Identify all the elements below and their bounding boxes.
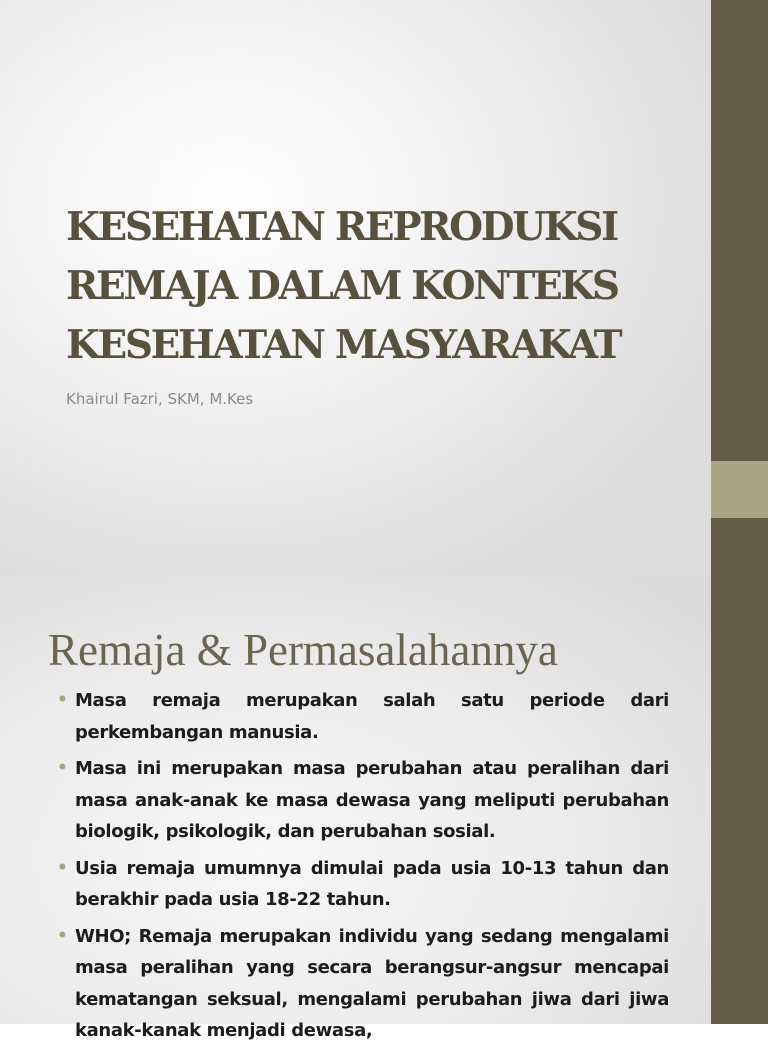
bullet-marker-icon: • <box>57 925 68 946</box>
title-line: REMAJA DALAM KONTEKS <box>66 263 618 309</box>
bullet-marker-icon: • <box>57 758 68 778</box>
bullet-marker-icon: • <box>57 857 68 878</box>
list-item <box>56 853 669 916</box>
slide-subtitle-author: Khairul Fazri, SKM, M.Kes <box>66 390 254 408</box>
slide-heading: Remaja & Permasalahannya <box>48 625 558 675</box>
bullet-list <box>56 685 669 1052</box>
bullet-text: Masa remaja merupakan salah satu periode dari perkembangan manusia. <box>75 690 669 743</box>
list-item <box>56 685 669 748</box>
bullet-text: WHO; Remaja merupakan individu yang sedang mengalami masa peralihan yang secara berangsur-angsur mencapai kematangan seksual, mengalami perubahan jiwa dari jiwa kanak-kanak menjadi dewasa, <box>75 925 669 1041</box>
sidebar-accent-block <box>711 461 768 518</box>
list-item <box>56 921 669 1047</box>
bullet-text: Usia remaja umumnya dimulai pada usia 10-13 tahun dan berakhir pada usia 18-22 tahun. <box>75 857 669 910</box>
bullet-text: Masa ini merupakan masa perubahan atau peralihan dari masa anak-anak ke masa dewasa yang meliputi perubahan biologik, psikologik, dan perubahan sosial. <box>75 758 669 842</box>
bullet-marker-icon: • <box>57 690 68 710</box>
slide-title <box>66 198 706 375</box>
sidebar-decoration <box>711 576 768 1024</box>
title-line: KESEHATAN MASYARAKAT <box>66 322 621 368</box>
title-line: KESEHATAN REPRODUKSI <box>66 204 617 250</box>
content-slide <box>0 576 768 1041</box>
list-item <box>56 753 669 848</box>
